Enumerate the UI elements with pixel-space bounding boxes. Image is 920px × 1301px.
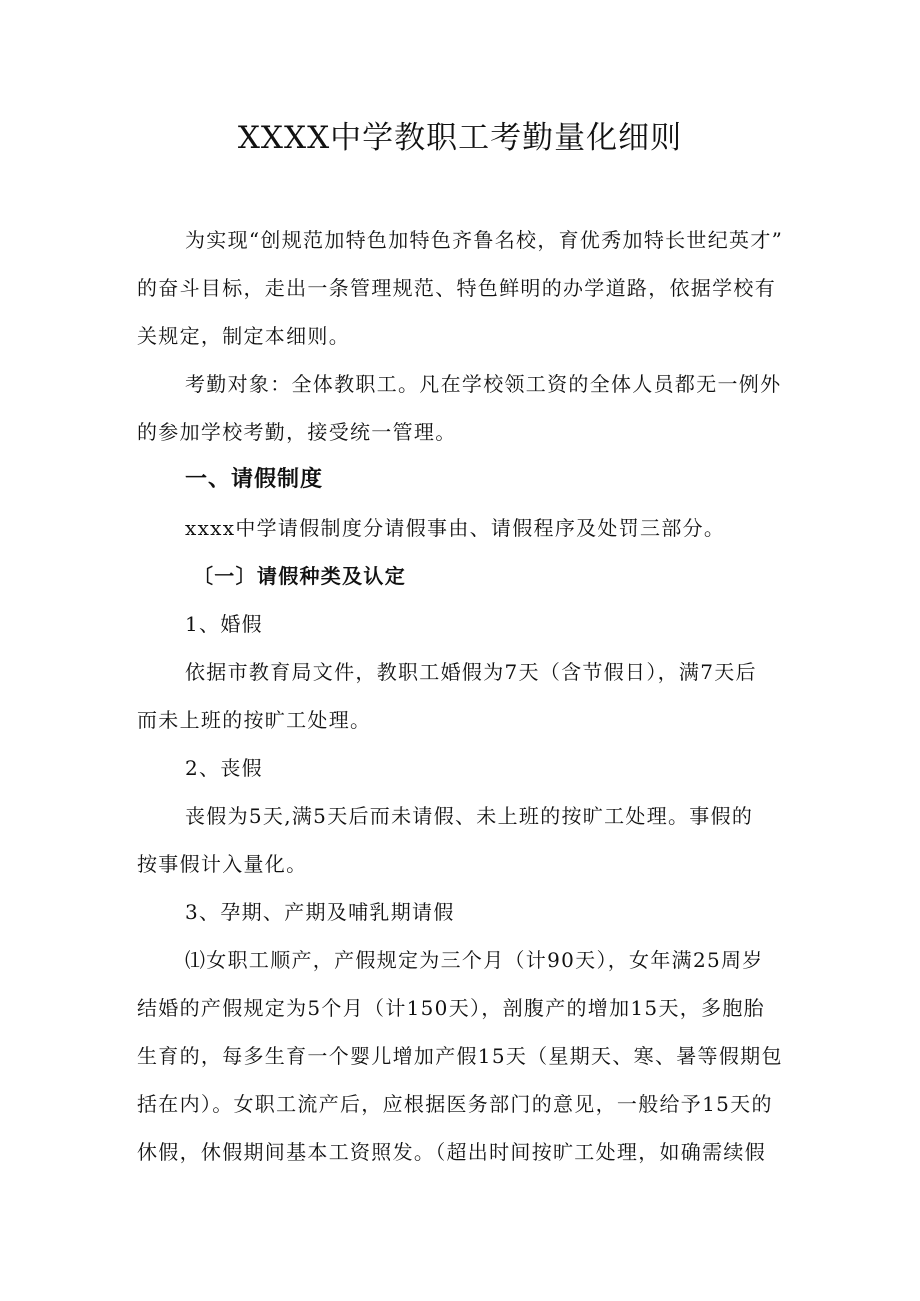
item-heading: 2、丧假 <box>185 756 263 780</box>
paragraph-line: 的参加学校考勤，接受统一管理。 <box>137 420 457 444</box>
paragraph-line: 丧假为5天,满5天后而未请假、未上班的按旷工处理。事假的 <box>185 804 754 828</box>
document-title: XXXX中学教职工考勤量化细则 <box>237 120 683 156</box>
paragraph-line: 休假，休假期间基本工资照发。（超出时间按旷工处理，如确需续假 <box>137 1140 766 1164</box>
item-heading: 1、婚假 <box>185 612 263 636</box>
paragraph-line: 而未上班的按旷工处理。 <box>137 708 372 732</box>
paragraph-line: 按事假计入量化。 <box>137 852 308 876</box>
paragraph-line: 生育的，每多生育一个婴儿增加产假15天（星期天、寒、暑等假期包 <box>137 1044 783 1068</box>
paragraph-line: 的奋斗目标，走出一条管理规范、特色鲜明的办学道路，依据学校有 <box>137 276 776 300</box>
paragraph-line: 结婚的产假规定为5个月（计150天），剖腹产的增加15天，多胞胎 <box>137 996 765 1020</box>
paragraph-line: 关规定，制定本细则。 <box>137 324 350 348</box>
paragraph-line: 括在内）。女职工流产后，应根据医务部门的意见，一般给予15天的 <box>137 1092 773 1116</box>
paragraph-line: 为实现“创规范加特色加特色齐鲁名校，育优秀加特长世纪英才” <box>185 228 784 252</box>
paragraph-line: ⑴女职工顺产，产假规定为三个月（计90天），女年满25周岁 <box>185 948 764 972</box>
subsection-heading: 〔一〕请假种类及认定 <box>193 564 406 588</box>
item-heading: 3、孕期、产期及哺乳期请假 <box>185 900 455 924</box>
section-heading: 一、请假制度 <box>185 467 324 492</box>
paragraph-line: xxxx中学请假制度分请假事由、请假程序及处罚三部分。 <box>185 516 726 540</box>
paragraph-line: 依据市教育局文件，教职工婚假为7天（含节假日），满7天后 <box>185 660 757 684</box>
paragraph-line: 考勤对象：全体教职工。凡在学校领工资的全体人员都无一例外 <box>185 372 782 396</box>
